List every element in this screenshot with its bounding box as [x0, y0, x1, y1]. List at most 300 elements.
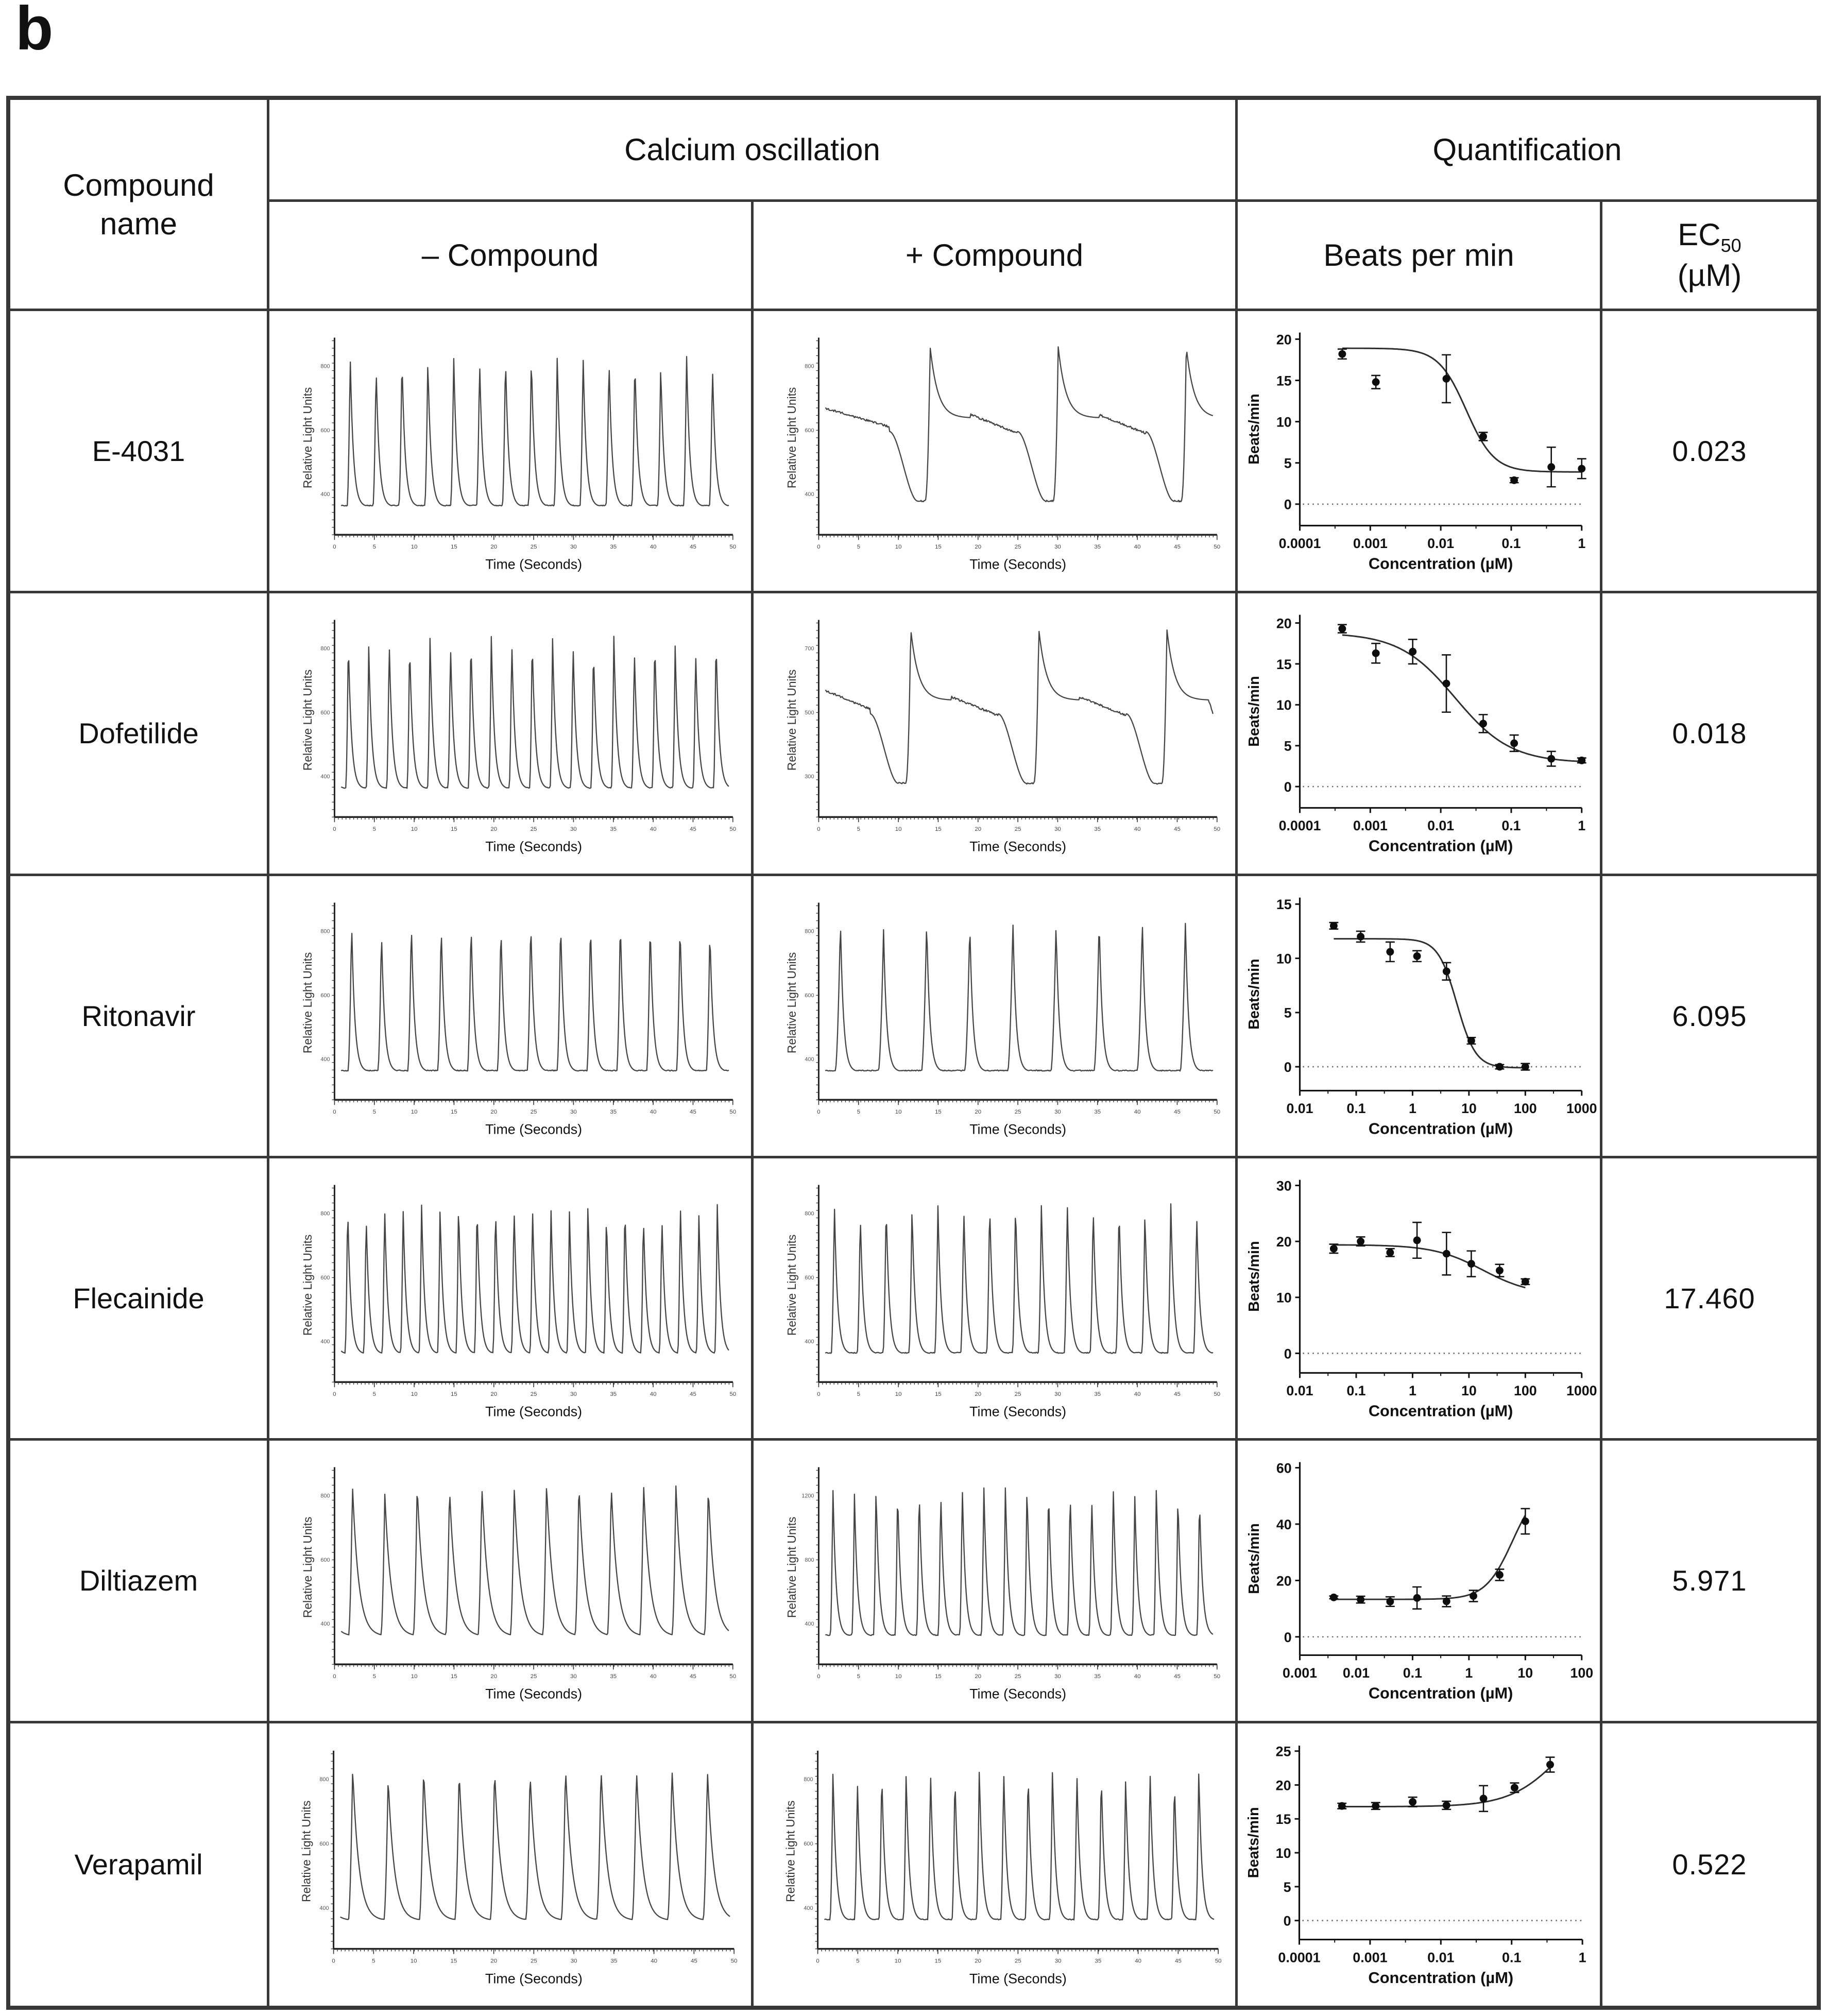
svg-text:30: 30 — [570, 1391, 577, 1398]
svg-text:0: 0 — [1284, 779, 1292, 795]
svg-text:50: 50 — [729, 1673, 737, 1680]
svg-text:0.001: 0.001 — [1353, 1950, 1388, 1966]
svg-text:5: 5 — [1283, 1879, 1291, 1895]
svg-text:Concentration (µM): Concentration (µM) — [1368, 554, 1513, 573]
trace-e4031-plus — [754, 311, 1238, 593]
svg-text:800: 800 — [805, 1557, 814, 1564]
svg-text:0: 0 — [333, 1391, 336, 1398]
svg-text:0: 0 — [333, 544, 336, 551]
svg-text:45: 45 — [690, 1391, 696, 1398]
trace-flecainide-plus — [754, 1158, 1238, 1441]
svg-text:800: 800 — [320, 1493, 330, 1499]
svg-text:20: 20 — [490, 1391, 498, 1398]
trace-chart-dofetilide-minus — [269, 593, 751, 873]
trace-chart-diltiazem-minus — [269, 1441, 751, 1720]
svg-text:400: 400 — [320, 1621, 330, 1628]
svg-text:25: 25 — [1014, 1958, 1021, 1964]
svg-text:25: 25 — [530, 544, 537, 551]
svg-text:20: 20 — [1275, 1778, 1291, 1793]
svg-text:Relative Light Units: Relative Light Units — [784, 670, 798, 771]
svg-text:400: 400 — [320, 1339, 330, 1345]
svg-text:800: 800 — [805, 363, 814, 370]
svg-text:45: 45 — [1174, 1958, 1182, 1964]
trace-chart-ritonavir-plus — [754, 876, 1235, 1156]
header-minus-compound: – Compound — [269, 202, 754, 311]
dose-e4031 — [1238, 311, 1602, 593]
svg-text:20: 20 — [975, 544, 982, 551]
svg-text:0.001: 0.001 — [1353, 536, 1388, 552]
trace-verapamil-plus — [754, 1723, 1238, 2006]
svg-text:30: 30 — [1054, 1673, 1061, 1680]
svg-text:0: 0 — [817, 826, 821, 833]
trace-chart-diltiazem-plus — [754, 1441, 1235, 1720]
svg-text:0: 0 — [332, 1958, 335, 1964]
svg-text:35: 35 — [610, 1108, 617, 1115]
svg-text:45: 45 — [690, 1673, 696, 1680]
svg-text:0: 0 — [333, 1673, 336, 1680]
svg-text:800: 800 — [805, 928, 814, 935]
svg-text:0.001: 0.001 — [1353, 818, 1388, 834]
dose-chart-ritonavir — [1238, 876, 1600, 1156]
svg-text:800: 800 — [320, 928, 330, 935]
svg-text:Relative Light Units: Relative Light Units — [784, 1517, 798, 1618]
svg-text:35: 35 — [1095, 1958, 1102, 1964]
svg-text:Relative Light Units: Relative Light Units — [299, 1800, 313, 1902]
svg-text:5: 5 — [372, 826, 376, 833]
svg-text:50: 50 — [729, 544, 737, 551]
trace-chart-flecainide-minus — [269, 1158, 751, 1438]
svg-text:Relative Light Units: Relative Light Units — [784, 1234, 798, 1336]
svg-text:5: 5 — [856, 1958, 860, 1964]
trace-chart-flecainide-plus — [754, 1158, 1235, 1438]
svg-text:20: 20 — [490, 544, 498, 551]
svg-text:45: 45 — [1174, 1108, 1181, 1115]
svg-text:400: 400 — [320, 491, 330, 498]
svg-text:Time (Seconds): Time (Seconds) — [485, 1971, 583, 1987]
svg-text:10: 10 — [410, 1958, 417, 1964]
trace-chart-e4031-minus — [269, 311, 751, 591]
svg-text:0.01: 0.01 — [1427, 1950, 1455, 1966]
svg-text:20: 20 — [1276, 1234, 1292, 1250]
svg-text:35: 35 — [1094, 1673, 1101, 1680]
svg-text:0.1: 0.1 — [1502, 1950, 1522, 1966]
svg-text:400: 400 — [805, 491, 814, 498]
svg-text:35: 35 — [610, 1958, 618, 1964]
svg-text:15: 15 — [934, 1958, 942, 1964]
svg-text:20: 20 — [490, 1108, 498, 1115]
svg-text:600: 600 — [805, 992, 814, 999]
dose-dofetilide — [1238, 593, 1602, 876]
svg-text:25: 25 — [1014, 1108, 1021, 1115]
header-compound-name: Compound name — [10, 100, 269, 311]
svg-text:400: 400 — [319, 1905, 329, 1911]
svg-text:15: 15 — [1276, 896, 1292, 912]
svg-text:Time (Seconds): Time (Seconds) — [969, 556, 1067, 572]
svg-text:35: 35 — [610, 1391, 617, 1398]
svg-text:10: 10 — [1461, 1383, 1477, 1399]
svg-text:300: 300 — [805, 774, 814, 780]
svg-text:700: 700 — [805, 645, 814, 652]
svg-text:40: 40 — [650, 826, 657, 833]
svg-text:30: 30 — [570, 1673, 577, 1680]
svg-text:30: 30 — [570, 1958, 577, 1964]
svg-text:Relative Light Units: Relative Light Units — [300, 952, 314, 1053]
svg-text:45: 45 — [1174, 1391, 1181, 1398]
svg-text:Beats/min: Beats/min — [1246, 394, 1263, 465]
dose-chart-e4031 — [1238, 311, 1600, 591]
trace-chart-verapamil-plus — [754, 1723, 1235, 2006]
svg-text:800: 800 — [320, 363, 330, 370]
svg-text:40: 40 — [1134, 544, 1141, 551]
svg-text:600: 600 — [320, 710, 330, 716]
svg-text:30: 30 — [570, 826, 577, 833]
svg-text:Relative Light Units: Relative Light Units — [784, 387, 798, 489]
svg-text:0.01: 0.01 — [1427, 536, 1455, 552]
svg-text:15: 15 — [1275, 1811, 1291, 1827]
ec50-flecainide: 17.460 — [1602, 1158, 1817, 1441]
svg-text:40: 40 — [650, 1391, 657, 1398]
trace-dofetilide-plus — [754, 593, 1238, 876]
svg-text:0: 0 — [1284, 1059, 1292, 1075]
svg-text:40: 40 — [651, 1958, 657, 1964]
svg-text:Time (Seconds): Time (Seconds) — [485, 1121, 583, 1137]
dose-ritonavir — [1238, 876, 1602, 1158]
svg-text:0: 0 — [816, 1958, 819, 1964]
svg-text:400: 400 — [320, 774, 330, 780]
header-calcium-oscillation: Calcium oscillation — [269, 100, 1238, 202]
trace-ritonavir-plus — [754, 876, 1238, 1158]
svg-text:100: 100 — [1513, 1383, 1537, 1399]
svg-text:5: 5 — [857, 1108, 860, 1115]
svg-text:15: 15 — [935, 1673, 942, 1680]
svg-text:30: 30 — [1054, 826, 1061, 833]
svg-text:50: 50 — [730, 1958, 738, 1964]
svg-text:40: 40 — [1134, 1673, 1141, 1680]
svg-text:50: 50 — [729, 1108, 737, 1115]
svg-text:0.01: 0.01 — [1286, 1383, 1313, 1399]
dose-chart-diltiazem — [1238, 1441, 1600, 1720]
svg-text:35: 35 — [610, 544, 617, 551]
svg-text:45: 45 — [690, 826, 696, 833]
trace-verapamil-minus — [269, 1723, 754, 2006]
svg-text:40: 40 — [1134, 826, 1141, 833]
svg-text:20: 20 — [975, 1391, 982, 1398]
svg-text:35: 35 — [610, 1673, 617, 1680]
svg-text:Beats/min: Beats/min — [1245, 1807, 1262, 1878]
ec50-e4031: 0.023 — [1602, 311, 1817, 593]
svg-text:30: 30 — [1276, 1178, 1292, 1194]
svg-text:0: 0 — [1284, 1630, 1292, 1646]
svg-text:1: 1 — [1578, 1950, 1586, 1966]
svg-text:10: 10 — [411, 1391, 418, 1398]
svg-text:1: 1 — [1465, 1665, 1473, 1681]
svg-text:600: 600 — [805, 427, 814, 434]
svg-text:35: 35 — [1094, 1391, 1101, 1398]
svg-text:0: 0 — [817, 1673, 821, 1680]
svg-text:25: 25 — [1014, 1673, 1021, 1680]
svg-text:0.0001: 0.0001 — [1278, 536, 1321, 552]
svg-text:25: 25 — [1014, 826, 1021, 833]
svg-text:1: 1 — [1578, 818, 1586, 834]
svg-text:0: 0 — [333, 826, 336, 833]
svg-text:600: 600 — [320, 1557, 330, 1564]
svg-text:20: 20 — [1276, 616, 1292, 631]
dose-flecainide — [1238, 1158, 1602, 1441]
svg-text:1: 1 — [1408, 1383, 1416, 1399]
svg-text:15: 15 — [451, 544, 457, 551]
svg-text:20: 20 — [490, 1958, 497, 1964]
svg-text:1200: 1200 — [801, 1493, 814, 1499]
svg-text:Relative Light Units: Relative Light Units — [783, 1800, 797, 1902]
svg-text:45: 45 — [1174, 1673, 1181, 1680]
svg-text:5: 5 — [372, 1108, 376, 1115]
trace-chart-verapamil-minus — [269, 1723, 751, 2006]
svg-text:40: 40 — [1276, 1517, 1292, 1533]
svg-text:30: 30 — [1054, 544, 1061, 551]
ec50-ritonavir: 6.095 — [1602, 876, 1817, 1158]
svg-text:35: 35 — [1094, 544, 1101, 551]
trace-chart-ritonavir-minus — [269, 876, 751, 1156]
svg-text:50: 50 — [1214, 1673, 1221, 1680]
svg-text:35: 35 — [1094, 1108, 1101, 1115]
svg-text:5: 5 — [857, 1391, 860, 1398]
svg-text:0.001: 0.001 — [1283, 1665, 1317, 1681]
svg-text:30: 30 — [570, 1108, 577, 1115]
svg-text:40: 40 — [650, 1108, 657, 1115]
dose-chart-verapamil — [1238, 1723, 1600, 2006]
svg-text:0.01: 0.01 — [1286, 1100, 1313, 1116]
svg-text:45: 45 — [690, 544, 696, 551]
svg-text:Relative Light Units: Relative Light Units — [300, 670, 314, 771]
svg-text:20: 20 — [1276, 332, 1292, 348]
svg-text:Relative Light Units: Relative Light Units — [300, 387, 314, 489]
svg-text:10: 10 — [1461, 1100, 1477, 1116]
svg-text:500: 500 — [805, 710, 814, 716]
svg-text:Time (Seconds): Time (Seconds) — [485, 1686, 583, 1702]
svg-text:15: 15 — [451, 1108, 457, 1115]
svg-text:0: 0 — [817, 1391, 821, 1398]
svg-text:10: 10 — [411, 1108, 418, 1115]
svg-text:60: 60 — [1276, 1460, 1292, 1476]
svg-text:400: 400 — [805, 1621, 814, 1628]
svg-text:0: 0 — [1283, 1913, 1291, 1929]
svg-text:45: 45 — [1174, 544, 1181, 551]
svg-text:Time (Seconds): Time (Seconds) — [969, 1121, 1067, 1137]
svg-text:50: 50 — [1214, 1391, 1221, 1398]
svg-text:0.0001: 0.0001 — [1278, 1950, 1321, 1966]
svg-text:0.1: 0.1 — [1403, 1665, 1422, 1681]
svg-text:0: 0 — [1284, 1346, 1292, 1362]
svg-text:20: 20 — [490, 826, 498, 833]
panel-label: b — [15, 0, 54, 63]
svg-text:10: 10 — [1276, 414, 1292, 430]
trace-diltiazem-plus — [754, 1441, 1238, 1723]
ec50-dofetilide: 0.018 — [1602, 593, 1817, 876]
svg-text:Time (Seconds): Time (Seconds) — [485, 1404, 583, 1420]
svg-text:5: 5 — [1284, 1005, 1292, 1021]
compound-name-verapamil: Verapamil — [10, 1723, 269, 2006]
svg-text:25: 25 — [530, 826, 537, 833]
svg-text:400: 400 — [805, 1339, 814, 1345]
svg-text:10: 10 — [411, 1673, 418, 1680]
svg-text:20: 20 — [490, 1673, 498, 1680]
svg-text:10: 10 — [1276, 951, 1292, 967]
svg-text:800: 800 — [320, 1210, 330, 1217]
svg-text:25: 25 — [530, 1391, 537, 1398]
svg-text:50: 50 — [1214, 544, 1221, 551]
svg-text:600: 600 — [804, 1840, 813, 1847]
svg-text:Concentration (µM): Concentration (µM) — [1368, 1684, 1513, 1703]
svg-text:5: 5 — [857, 826, 860, 833]
compound-name-diltiazem: Diltiazem — [10, 1441, 269, 1723]
svg-text:Beats/min: Beats/min — [1246, 958, 1263, 1030]
svg-text:0.1: 0.1 — [1501, 536, 1521, 552]
svg-text:1: 1 — [1578, 536, 1586, 552]
svg-text:20: 20 — [975, 826, 982, 833]
svg-text:5: 5 — [372, 1673, 376, 1680]
svg-text:15: 15 — [935, 1108, 942, 1115]
svg-text:15: 15 — [451, 826, 457, 833]
svg-text:5: 5 — [1284, 738, 1292, 754]
svg-text:5: 5 — [372, 544, 376, 551]
svg-text:15: 15 — [1276, 657, 1292, 673]
svg-text:Time (Seconds): Time (Seconds) — [969, 839, 1067, 855]
svg-text:35: 35 — [1094, 826, 1101, 833]
svg-text:600: 600 — [320, 1274, 330, 1281]
svg-text:50: 50 — [1214, 826, 1221, 833]
trace-ritonavir-minus — [269, 876, 754, 1158]
svg-text:400: 400 — [320, 1056, 330, 1063]
svg-text:5: 5 — [857, 544, 860, 551]
header-quantification: Quantification — [1238, 100, 1817, 202]
svg-text:0: 0 — [817, 1108, 821, 1115]
svg-text:Concentration (µM): Concentration (µM) — [1368, 1402, 1513, 1420]
svg-text:0.0001: 0.0001 — [1278, 818, 1321, 834]
svg-text:10: 10 — [895, 826, 902, 833]
svg-text:10: 10 — [894, 1958, 901, 1964]
svg-text:40: 40 — [650, 544, 657, 551]
svg-text:Time (Seconds): Time (Seconds) — [969, 1404, 1067, 1420]
svg-text:25: 25 — [1014, 1391, 1021, 1398]
svg-text:Concentration (µM): Concentration (µM) — [1368, 1968, 1514, 1987]
svg-text:Beats/min: Beats/min — [1246, 1523, 1263, 1595]
svg-text:Relative Light Units: Relative Light Units — [784, 952, 798, 1053]
trace-chart-e4031-plus — [754, 311, 1235, 591]
svg-text:20: 20 — [975, 1673, 982, 1680]
svg-text:0.01: 0.01 — [1342, 1665, 1370, 1681]
svg-text:800: 800 — [320, 645, 330, 652]
svg-text:20: 20 — [975, 1958, 981, 1964]
svg-text:20: 20 — [1276, 1573, 1292, 1589]
svg-text:600: 600 — [320, 992, 330, 999]
svg-text:0.1: 0.1 — [1346, 1383, 1366, 1399]
svg-text:Concentration (µM): Concentration (µM) — [1368, 837, 1513, 856]
dose-chart-flecainide — [1238, 1158, 1600, 1438]
svg-text:0.1: 0.1 — [1501, 818, 1521, 834]
svg-text:Time (Seconds): Time (Seconds) — [969, 1686, 1067, 1702]
svg-text:5: 5 — [1284, 455, 1292, 471]
header-plus-compound: + Compound — [754, 202, 1238, 311]
svg-text:0.01: 0.01 — [1427, 818, 1455, 834]
svg-text:Time (Seconds): Time (Seconds) — [485, 839, 583, 855]
svg-text:10: 10 — [1275, 1845, 1291, 1861]
trace-flecainide-minus — [269, 1158, 754, 1441]
svg-text:45: 45 — [690, 1958, 697, 1964]
svg-text:15: 15 — [450, 1958, 457, 1964]
compound-name-e4031: E-4031 — [10, 311, 269, 593]
svg-text:25: 25 — [530, 1958, 537, 1964]
svg-text:Beats/min: Beats/min — [1246, 1241, 1263, 1312]
svg-text:100: 100 — [1570, 1665, 1594, 1681]
dose-chart-dofetilide — [1238, 593, 1600, 873]
svg-text:50: 50 — [1215, 1958, 1222, 1964]
svg-text:15: 15 — [935, 544, 942, 551]
svg-text:5: 5 — [372, 1958, 375, 1964]
svg-text:35: 35 — [610, 826, 617, 833]
svg-text:15: 15 — [935, 1391, 942, 1398]
svg-text:50: 50 — [1214, 1108, 1221, 1115]
svg-text:Concentration (µM): Concentration (µM) — [1368, 1119, 1513, 1138]
header-beats-per-min: Beats per min — [1238, 202, 1602, 311]
svg-text:Time (Seconds): Time (Seconds) — [969, 1971, 1067, 1987]
svg-text:10: 10 — [411, 826, 418, 833]
svg-text:40: 40 — [1134, 1391, 1141, 1398]
svg-text:25: 25 — [530, 1108, 537, 1115]
svg-text:10: 10 — [895, 544, 902, 551]
svg-text:40: 40 — [1134, 1108, 1141, 1115]
svg-text:20: 20 — [975, 1108, 982, 1115]
svg-text:0.1: 0.1 — [1346, 1100, 1366, 1116]
svg-text:0: 0 — [333, 1108, 336, 1115]
svg-text:45: 45 — [690, 1108, 696, 1115]
ec50-diltiazem: 5.971 — [1602, 1441, 1817, 1723]
svg-text:15: 15 — [451, 1673, 457, 1680]
svg-text:800: 800 — [804, 1776, 813, 1783]
svg-text:30: 30 — [1054, 1391, 1061, 1398]
svg-text:40: 40 — [650, 1673, 657, 1680]
svg-text:10: 10 — [1276, 1290, 1292, 1306]
svg-text:10: 10 — [895, 1673, 902, 1680]
compound-name-ritonavir: Ritonavir — [10, 876, 269, 1158]
svg-text:30: 30 — [570, 544, 577, 551]
trace-chart-dofetilide-plus — [754, 593, 1235, 873]
trace-e4031-minus — [269, 311, 754, 593]
trace-diltiazem-minus — [269, 1441, 754, 1723]
svg-text:10: 10 — [1517, 1665, 1533, 1681]
svg-text:5: 5 — [857, 1673, 860, 1680]
svg-text:50: 50 — [729, 1391, 737, 1398]
svg-text:45: 45 — [1174, 826, 1181, 833]
svg-text:5: 5 — [372, 1391, 376, 1398]
svg-text:25: 25 — [1275, 1744, 1291, 1759]
compound-name-dofetilide: Dofetilide — [10, 593, 269, 876]
svg-text:1000: 1000 — [1566, 1100, 1597, 1116]
svg-text:400: 400 — [805, 1056, 814, 1063]
svg-text:Time (Seconds): Time (Seconds) — [485, 556, 583, 572]
svg-text:10: 10 — [1276, 697, 1292, 713]
svg-text:600: 600 — [805, 1274, 814, 1281]
svg-text:15: 15 — [1276, 373, 1292, 389]
header-ec50: $EC_{50}$ (µM) — [1602, 202, 1817, 311]
svg-text:1000: 1000 — [1566, 1383, 1597, 1399]
svg-text:50: 50 — [729, 826, 737, 833]
svg-text:30: 30 — [1054, 1108, 1061, 1115]
dose-verapamil — [1238, 1723, 1602, 2006]
svg-text:1: 1 — [1408, 1100, 1416, 1116]
svg-text:800: 800 — [319, 1776, 329, 1783]
ec50-verapamil: 0.522 — [1602, 1723, 1817, 2006]
svg-text:15: 15 — [451, 1391, 457, 1398]
